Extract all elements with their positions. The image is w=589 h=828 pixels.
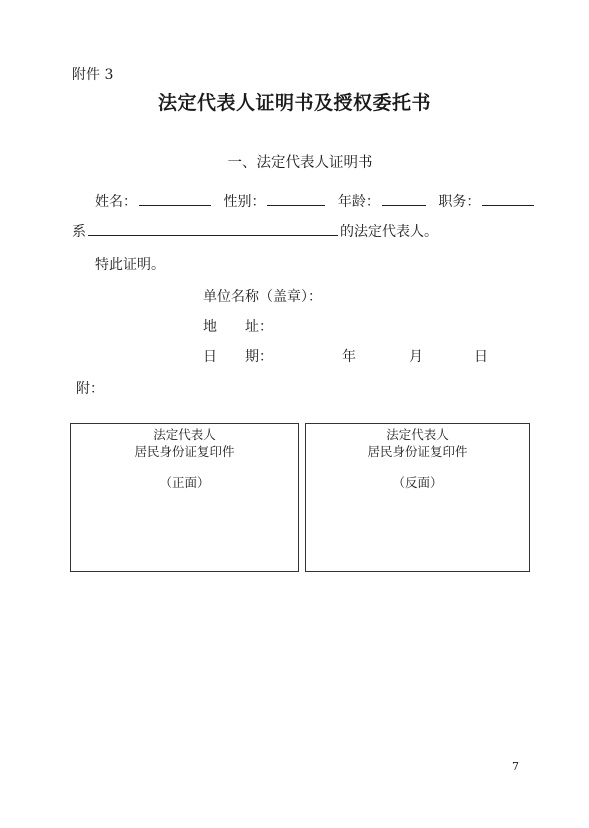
company-name-field[interactable] [88,221,338,236]
name-field[interactable] [139,191,211,206]
id-card-back-box [305,423,530,572]
position-label: 职务： [438,194,481,210]
date-year: 年 [342,349,356,365]
id-box-title: 法定代表人 [153,427,216,442]
unit-name-label: 单位名称（盖章）： [203,289,322,305]
date-label: 日 期： [203,349,273,365]
id-box-side: （反面） [392,475,443,490]
statement-suffix: 的法定代表人。 [340,224,438,240]
age-field[interactable] [382,191,426,206]
section-heading: 一、法定代表人证明书 [227,155,373,171]
id-card-front-box [70,423,299,572]
certify-text: 特此证明。 [95,257,165,273]
id-box-subtitle: 居民身份证复印件 [367,444,468,459]
attachment-label: 附件 3 [72,67,114,83]
name-label: 姓名： [95,194,137,210]
personal-info-row [95,191,536,211]
page-number: 7 [512,760,519,773]
document-title: 法定代表人证明书及授权委托书 [157,92,431,114]
appendix-label: 附： [76,381,104,397]
age-label: 年龄： [337,194,380,210]
id-box-title: 法定代表人 [386,427,449,442]
statement-prefix: 系 [72,224,86,240]
id-box-side: （正面） [159,475,210,490]
id-box-subtitle: 居民身份证复印件 [134,444,235,459]
address-label: 地 址： [203,319,273,335]
date-day: 日 [474,349,488,365]
position-field[interactable] [482,191,534,206]
gender-label: 性别： [223,194,266,210]
statement-row [72,221,438,241]
date-month: 月 [409,349,423,365]
gender-field[interactable] [267,191,325,206]
